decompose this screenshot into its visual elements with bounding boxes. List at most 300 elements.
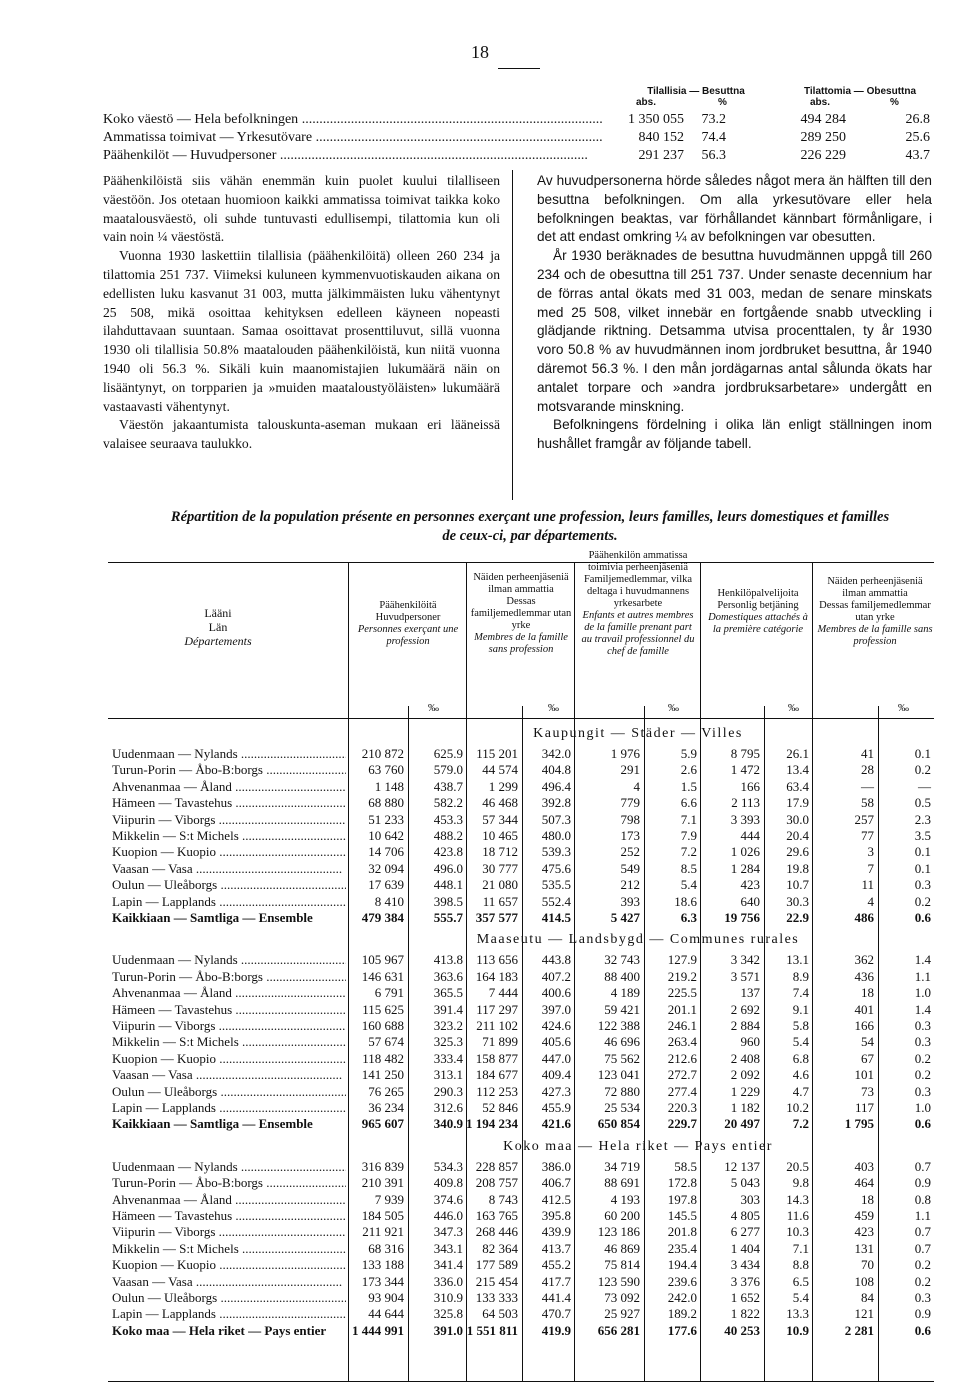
cell-col9: 54 xyxy=(861,1034,874,1050)
cell-col1: 184 505 xyxy=(361,1208,404,1223)
cell-col8: 14.3 xyxy=(786,1191,809,1207)
cell-col9: — xyxy=(861,778,874,794)
page-number-rule xyxy=(498,68,540,69)
cell-col8: 9.1 xyxy=(792,1001,809,1017)
cell-col10: 0.9 xyxy=(914,1175,931,1191)
table-row xyxy=(108,1274,934,1290)
cell-col6: 145.5 xyxy=(667,1208,697,1223)
row-label xyxy=(112,1159,346,1175)
table-row xyxy=(108,1290,934,1306)
cell-col7: 12 137 xyxy=(724,1158,760,1174)
cell-col8: 7.4 xyxy=(792,985,809,1001)
summary-header-abs-2: abs. xyxy=(810,97,831,108)
cell-col4: 417.7 xyxy=(541,1273,571,1289)
row-label xyxy=(112,1175,346,1191)
cell-col8: 4.6 xyxy=(792,1067,809,1083)
text-sv xyxy=(537,172,932,454)
table-row xyxy=(108,877,934,893)
permil-col3: ‰ xyxy=(668,702,679,714)
cell-col10: 0.7 xyxy=(914,1240,931,1256)
table-row xyxy=(108,952,934,968)
summary-value-p1: 73.2 xyxy=(701,112,726,127)
table-total-row xyxy=(108,1323,934,1339)
cell-col7: 8 795 xyxy=(730,746,760,761)
row-label-text: Turun-Porin — Åbo-B:borgs ..... xyxy=(112,969,346,984)
cell-col3: 184 677 xyxy=(475,1067,518,1083)
header-col5 xyxy=(816,576,934,648)
row-label xyxy=(112,779,346,795)
table-row xyxy=(108,985,934,1001)
cell-col7: 3 376 xyxy=(730,1273,760,1289)
cell-col2: 534.3 xyxy=(433,1158,463,1174)
cell-col2: 310.9 xyxy=(433,1290,463,1305)
cell-col6: 201.1 xyxy=(667,1001,697,1017)
table-row xyxy=(108,1084,934,1100)
header-laani-fi: Lääni xyxy=(204,606,232,620)
cell-col9: 117 xyxy=(854,1100,874,1115)
row-label xyxy=(112,1067,346,1083)
cell-col10: 0.7 xyxy=(914,1224,931,1240)
cell-col10: 0.2 xyxy=(914,893,931,909)
cell-col3: 112 253 xyxy=(476,1083,518,1099)
cell-col9: 58 xyxy=(861,795,874,811)
cell-col4: 496.4 xyxy=(541,778,571,794)
permil-col2: ‰ xyxy=(548,702,559,714)
summary-row-label: Koko väestö — Hela befolkningen ..... xyxy=(103,112,603,128)
row-label-text: Ahvenanmaa — Åland ..... xyxy=(112,1192,346,1207)
cell-col10: 1.1 xyxy=(914,968,931,984)
table-bottom-rule xyxy=(108,1381,934,1382)
cell-col5: 4 189 xyxy=(610,985,640,1001)
cell-col7: 2 884 xyxy=(730,1018,760,1033)
cell-col3: 44 574 xyxy=(482,762,518,778)
cell-col3: 164 183 xyxy=(475,968,518,984)
table-header-rule xyxy=(108,718,934,719)
summary-value-p2: 26.8 xyxy=(905,112,930,127)
header-col5-sv: Dessas familjemedlemmar utan yrke xyxy=(819,600,931,623)
row-label-text: Mikkelin — S:t Michels ..... xyxy=(112,1241,346,1256)
cell-col6: 7.1 xyxy=(680,811,697,827)
row-label-text: Vaasan — Vasa ..... xyxy=(112,1274,342,1289)
cell-col10: 0.6 xyxy=(914,910,931,925)
cell-col1: 76 265 xyxy=(368,1083,404,1099)
cell-col4: 400.6 xyxy=(541,985,571,1001)
cell-col8: 5.4 xyxy=(792,1034,809,1050)
cell-col2: 325.3 xyxy=(433,1034,463,1050)
cell-col9: 257 xyxy=(854,811,874,827)
cell-col4: 406.7 xyxy=(541,1175,571,1191)
row-label-text: Uudenmaan — Nylands ..... xyxy=(112,952,346,967)
cell-col1: 51 233 xyxy=(368,811,404,827)
cell-col6: 220.3 xyxy=(667,1100,697,1115)
cell-col9: 70 xyxy=(861,1257,874,1273)
cell-col4: 427.3 xyxy=(541,1083,571,1099)
cell-col1: 63 760 xyxy=(368,762,404,778)
cell-col3: 228 857 xyxy=(475,1158,518,1174)
header-col4 xyxy=(706,588,810,636)
cell-col8: 10.2 xyxy=(786,1100,809,1115)
cell-col4: 443.8 xyxy=(541,952,571,968)
cell-col2: 333.4 xyxy=(433,1050,463,1066)
cell-col4: 480.0 xyxy=(541,828,571,843)
cell-col2: 438.7 xyxy=(433,778,463,794)
cell-col7: 19 756 xyxy=(724,910,760,925)
cell-col8: 10.9 xyxy=(786,1322,809,1338)
cell-col4: 392.8 xyxy=(541,795,571,811)
cell-col4: 407.2 xyxy=(541,968,571,984)
cell-col9: 77 xyxy=(861,828,874,843)
cell-col4: 404.8 xyxy=(541,762,571,778)
table-row xyxy=(108,1208,934,1224)
cell-col5: 60 200 xyxy=(604,1208,640,1223)
table-row xyxy=(108,1067,934,1083)
cell-col7: 4 805 xyxy=(730,1208,760,1223)
cell-col1: 146 631 xyxy=(361,968,404,984)
cell-col1: 7 939 xyxy=(374,1191,404,1207)
cell-col1: 14 706 xyxy=(368,844,404,860)
page-number: 18 xyxy=(471,42,489,62)
cell-col2: 453.3 xyxy=(433,811,463,827)
row-label xyxy=(112,1084,346,1100)
cell-col9: 464 xyxy=(854,1175,874,1191)
cell-col6: 194.4 xyxy=(667,1257,697,1273)
row-label-text: Kuopion — Kuopio ..... xyxy=(112,1257,346,1272)
cell-col5: 291 xyxy=(620,762,640,778)
row-label-text: Viipurin — Viborgs ..... xyxy=(112,1018,346,1033)
summary-header-besuttna-title: Tilallisia — Besuttna xyxy=(647,86,745,97)
cell-col10: 0.3 xyxy=(914,877,931,893)
cell-col3: 158 877 xyxy=(475,1050,518,1066)
cell-col2: 336.0 xyxy=(433,1273,463,1289)
cell-col3: 215 454 xyxy=(475,1273,518,1289)
cell-col9: 108 xyxy=(854,1273,874,1289)
row-label xyxy=(112,1241,346,1257)
cell-col5: 123 590 xyxy=(597,1273,640,1289)
summary-value-p2: 43.7 xyxy=(905,148,930,163)
cell-col5: 656 281 xyxy=(597,1322,640,1338)
cell-col3: 1 299 xyxy=(488,778,518,794)
cell-col8: 20.5 xyxy=(786,1158,809,1174)
cell-col7: 1 472 xyxy=(730,762,760,778)
cell-col5: 46 696 xyxy=(604,1034,640,1050)
table-row xyxy=(108,861,934,877)
cell-col6: 6.6 xyxy=(680,795,697,811)
cell-col9: 362 xyxy=(854,952,874,968)
cell-col5: 779 xyxy=(620,795,640,811)
cell-col2: 312.6 xyxy=(433,1100,463,1115)
summary-value-a2: 289 250 xyxy=(800,130,846,145)
cell-col10: 0.5 xyxy=(914,795,931,811)
cell-col3: 1 551 811 xyxy=(466,1322,518,1338)
text-sv-p3: Befolkningens fördelning i olika län enligt ställningen inom hushållet framgår av följande tabell. xyxy=(537,417,932,452)
cell-col10: 0.3 xyxy=(914,1290,931,1305)
cell-col10: 0.2 xyxy=(914,1257,931,1273)
cell-col10: 0.2 xyxy=(914,762,931,778)
header-laani-fr: Départements xyxy=(184,634,252,648)
cell-col9: 131 xyxy=(854,1240,874,1256)
cell-col6: 2.6 xyxy=(680,762,697,778)
cell-col1: 44 644 xyxy=(368,1306,404,1322)
cell-col8: 13.3 xyxy=(786,1306,809,1322)
cell-col3: 21 080 xyxy=(482,877,518,893)
cell-col5: 88 400 xyxy=(604,968,640,984)
cell-col8: 7.1 xyxy=(792,1240,809,1256)
row-label-text: Lapin — Lapplands ..... xyxy=(112,1100,346,1115)
cell-col7: 444 xyxy=(740,828,760,843)
table-row xyxy=(108,894,934,910)
cell-col6: 277.4 xyxy=(667,1083,697,1099)
row-label-text: Ahvenanmaa — Åland ..... xyxy=(112,779,346,794)
cell-col9: 2 281 xyxy=(844,1322,874,1338)
cell-col1: 10 642 xyxy=(368,828,404,843)
cell-col7: 3 571 xyxy=(730,968,760,984)
cell-col9: 18 xyxy=(861,985,874,1001)
table-total-row xyxy=(108,1116,934,1132)
cell-col2: 374.6 xyxy=(433,1191,463,1207)
cell-col9: 67 xyxy=(861,1050,874,1066)
cell-col2: 413.8 xyxy=(433,952,463,968)
cell-col3: 71 899 xyxy=(482,1034,518,1050)
cell-col8: 13.1 xyxy=(786,952,809,968)
cell-col10: 0.2 xyxy=(914,1067,931,1083)
cell-col3: 163 765 xyxy=(475,1208,518,1223)
header-laani xyxy=(148,606,288,648)
cell-col8: 19.8 xyxy=(786,860,809,876)
cell-col2: 448.1 xyxy=(433,877,463,893)
cell-col4: 409.4 xyxy=(541,1067,571,1083)
cell-col6: 235.4 xyxy=(667,1240,697,1256)
table-row xyxy=(108,1175,934,1191)
cell-col5: 32 743 xyxy=(604,952,640,968)
table-row xyxy=(108,812,934,828)
cell-col6: 6.3 xyxy=(680,910,697,925)
row-label-text: Viipurin — Viborgs ..... xyxy=(112,1224,346,1239)
cell-col7: 1 822 xyxy=(730,1306,760,1322)
cell-col6: 1.5 xyxy=(680,778,697,794)
cell-col1: 1 148 xyxy=(374,778,404,794)
cell-col3: 115 201 xyxy=(476,746,518,761)
cell-col5: 88 691 xyxy=(604,1175,640,1191)
header-col4-sv: Personlig betjäning xyxy=(717,600,799,611)
cell-col10: 0.1 xyxy=(914,746,931,761)
cell-col4: 424.6 xyxy=(541,1018,571,1033)
row-label xyxy=(112,762,346,778)
row-label xyxy=(112,1274,346,1290)
cell-col3: 208 757 xyxy=(475,1175,518,1191)
row-label xyxy=(112,795,346,811)
cell-col7: 1 182 xyxy=(730,1100,760,1115)
cell-col1: 36 234 xyxy=(368,1100,404,1115)
cell-col3: 1 194 234 xyxy=(466,1116,518,1132)
cell-col4: 535.5 xyxy=(541,877,571,893)
cell-col7: 303 xyxy=(740,1191,760,1207)
cell-col8: 22.9 xyxy=(786,910,809,925)
cell-col3: 52 846 xyxy=(482,1100,518,1115)
cell-col8: 6.5 xyxy=(792,1273,809,1289)
row-label xyxy=(112,812,346,828)
cell-col7: 5 043 xyxy=(730,1175,760,1191)
cell-col5: 25 927 xyxy=(604,1306,640,1322)
row-label-text: Kuopion — Kuopio ..... xyxy=(112,1051,346,1066)
cell-col2: 582.2 xyxy=(433,795,463,811)
cell-col9: 121 xyxy=(854,1306,874,1322)
cell-col1: 8 410 xyxy=(374,893,404,909)
cell-col6: 177.6 xyxy=(667,1322,697,1338)
cell-col4: 395.8 xyxy=(541,1208,571,1223)
cell-col8: 29.6 xyxy=(786,844,809,860)
header-col3 xyxy=(578,550,698,658)
header-col1-fr: Personnes exerçant une profession xyxy=(357,624,459,647)
cell-col2: 446.0 xyxy=(433,1208,463,1223)
header-col2-fi: Näiden perheenjäseniä ilman ammattia xyxy=(473,572,569,595)
cell-col9: 41 xyxy=(861,746,874,761)
cell-col9: 403 xyxy=(854,1158,874,1174)
section-title: Maaseutu — Landsbygd — Communes rurales xyxy=(476,932,800,948)
cell-col9: 11 xyxy=(861,877,874,893)
summary-header-besuttna xyxy=(616,86,776,108)
cell-col9: 436 xyxy=(854,968,874,984)
cell-col2: 625.9 xyxy=(433,746,463,761)
cell-col5: 34 719 xyxy=(604,1158,640,1174)
cell-col2: 391.4 xyxy=(433,1001,463,1017)
cell-col3: 82 364 xyxy=(482,1240,518,1256)
cell-col4: 412.5 xyxy=(541,1191,571,1207)
cell-col6: 18.6 xyxy=(674,893,697,909)
row-label xyxy=(112,1100,346,1116)
row-label-text: Lapin — Lapplands ..... xyxy=(112,1306,346,1321)
row-label xyxy=(112,1051,346,1067)
row-label-text: Oulun — Uleåborgs ..... xyxy=(112,877,346,892)
row-label-text: Hämeen — Tavastehus ..... xyxy=(112,1208,346,1223)
header-col2-sv: Dessas familjemedlemmar utan yrke xyxy=(470,596,572,631)
row-label-text: Uudenmaan — Nylands ..... xyxy=(112,746,346,761)
cell-col5: 59 421 xyxy=(604,1001,640,1017)
cell-col2: 363.6 xyxy=(433,968,463,984)
cell-col1: 210 391 xyxy=(361,1175,404,1191)
cell-col3: 18 712 xyxy=(482,844,518,860)
cell-col3: 357 577 xyxy=(475,910,518,925)
table-row xyxy=(108,746,934,762)
cell-col2: 409.8 xyxy=(433,1175,463,1191)
cell-col10: 0.9 xyxy=(914,1306,931,1322)
cell-col2: 579.0 xyxy=(433,762,463,778)
summary-value-a2: 226 229 xyxy=(800,148,846,163)
cell-col5: 4 193 xyxy=(610,1191,640,1207)
cell-col10: 1.0 xyxy=(914,1100,931,1115)
cell-col6: 7.9 xyxy=(680,828,697,843)
cell-col9: 1 795 xyxy=(844,1116,874,1132)
table-row xyxy=(108,1224,934,1240)
cell-col7: 2 113 xyxy=(731,795,760,811)
cell-col2: 555.7 xyxy=(433,910,463,925)
table-row xyxy=(108,1018,934,1034)
cell-col4: 439.9 xyxy=(541,1224,571,1240)
cell-col7: 20 497 xyxy=(724,1116,760,1132)
cell-col1: 211 921 xyxy=(362,1224,404,1240)
row-label xyxy=(112,1323,346,1339)
cell-col6: 197.8 xyxy=(667,1191,697,1207)
cell-col10: 0.6 xyxy=(914,1322,931,1338)
row-label-text: Kaikkiaan — Samtliga — Ensemble xyxy=(112,910,313,925)
cell-col3: 117 297 xyxy=(476,1001,518,1017)
cell-col10: — xyxy=(918,778,931,794)
cell-col7: 2 092 xyxy=(730,1067,760,1083)
cell-col10: 0.2 xyxy=(914,1050,931,1066)
cell-col2: 290.3 xyxy=(433,1083,463,1099)
cell-col5: 5 427 xyxy=(610,910,640,925)
header-col5-fr: Membres de la famille sans profession xyxy=(817,624,933,647)
cell-col5: 46 869 xyxy=(604,1240,640,1256)
cell-col8: 30.3 xyxy=(786,893,809,909)
header-col3-fi: Päähenkilön ammatissa toimivia perheenjäseniä xyxy=(587,550,688,573)
cell-col3: 133 333 xyxy=(475,1290,518,1305)
cell-col5: 1 976 xyxy=(610,746,640,761)
cell-col4: 397.0 xyxy=(541,1001,571,1017)
cell-col4: 342.0 xyxy=(541,746,571,761)
cell-col1: 115 625 xyxy=(362,1001,404,1017)
cell-col9: 84 xyxy=(861,1290,874,1305)
row-label-text: Viipurin — Viborgs ..... xyxy=(112,812,346,827)
cell-col4: 421.6 xyxy=(541,1116,571,1132)
cell-col1: 17 639 xyxy=(368,877,404,893)
cell-col4: 475.6 xyxy=(541,860,571,876)
cell-col4: 405.6 xyxy=(541,1034,571,1050)
cell-col5: 252 xyxy=(620,844,640,860)
cell-col8: 11.6 xyxy=(786,1208,809,1223)
cell-col6: 225.5 xyxy=(667,985,697,1001)
table-top-rule xyxy=(108,562,934,563)
row-label xyxy=(112,1208,346,1224)
cell-col3: 211 102 xyxy=(476,1018,518,1033)
cell-col9: 401 xyxy=(854,1001,874,1017)
cell-col9: 7 xyxy=(867,860,874,876)
cell-col2: 325.8 xyxy=(433,1306,463,1322)
cell-col7: 137 xyxy=(740,985,760,1001)
row-label-text: Lapin — Lapplands ..... xyxy=(112,894,346,909)
cell-col4: 414.5 xyxy=(541,910,571,925)
cell-col10: 0.8 xyxy=(914,1191,931,1207)
table-caption xyxy=(100,508,960,546)
cell-col6: 127.9 xyxy=(667,952,697,968)
cell-col8: 8.9 xyxy=(792,968,809,984)
row-label xyxy=(112,1224,346,1240)
cell-col6: 172.8 xyxy=(667,1175,697,1191)
cell-col10: 0.1 xyxy=(914,844,931,860)
cell-col2: 323.2 xyxy=(433,1018,463,1033)
cell-col8: 10.3 xyxy=(786,1224,809,1240)
cell-col7: 2 408 xyxy=(730,1050,760,1066)
cell-col5: 549 xyxy=(620,860,640,876)
cell-col8: 13.4 xyxy=(786,762,809,778)
summary-value-a1: 840 152 xyxy=(638,130,684,145)
cell-col3: 10 465 xyxy=(482,828,518,843)
row-label-text: Hämeen — Tavastehus ..... xyxy=(112,795,346,810)
summary-value-a1: 291 237 xyxy=(638,148,684,163)
cell-col10: 3.5 xyxy=(914,828,931,843)
cell-col5: 75 814 xyxy=(604,1257,640,1273)
table-row xyxy=(108,828,934,844)
row-label xyxy=(112,746,346,762)
row-label xyxy=(112,877,346,893)
cell-col1: 68 316 xyxy=(368,1240,404,1256)
cell-col7: 3 342 xyxy=(730,952,760,968)
cell-col5: 73 092 xyxy=(604,1290,640,1305)
cell-col6: 212.6 xyxy=(667,1050,697,1066)
summary-header-obesuttna-title: Tilattomia — Obesuttna xyxy=(803,86,917,97)
cell-col8: 5.4 xyxy=(792,1290,809,1305)
row-label-text: Oulun — Uleåborgs ..... xyxy=(112,1084,346,1099)
cell-col9: 28 xyxy=(861,762,874,778)
